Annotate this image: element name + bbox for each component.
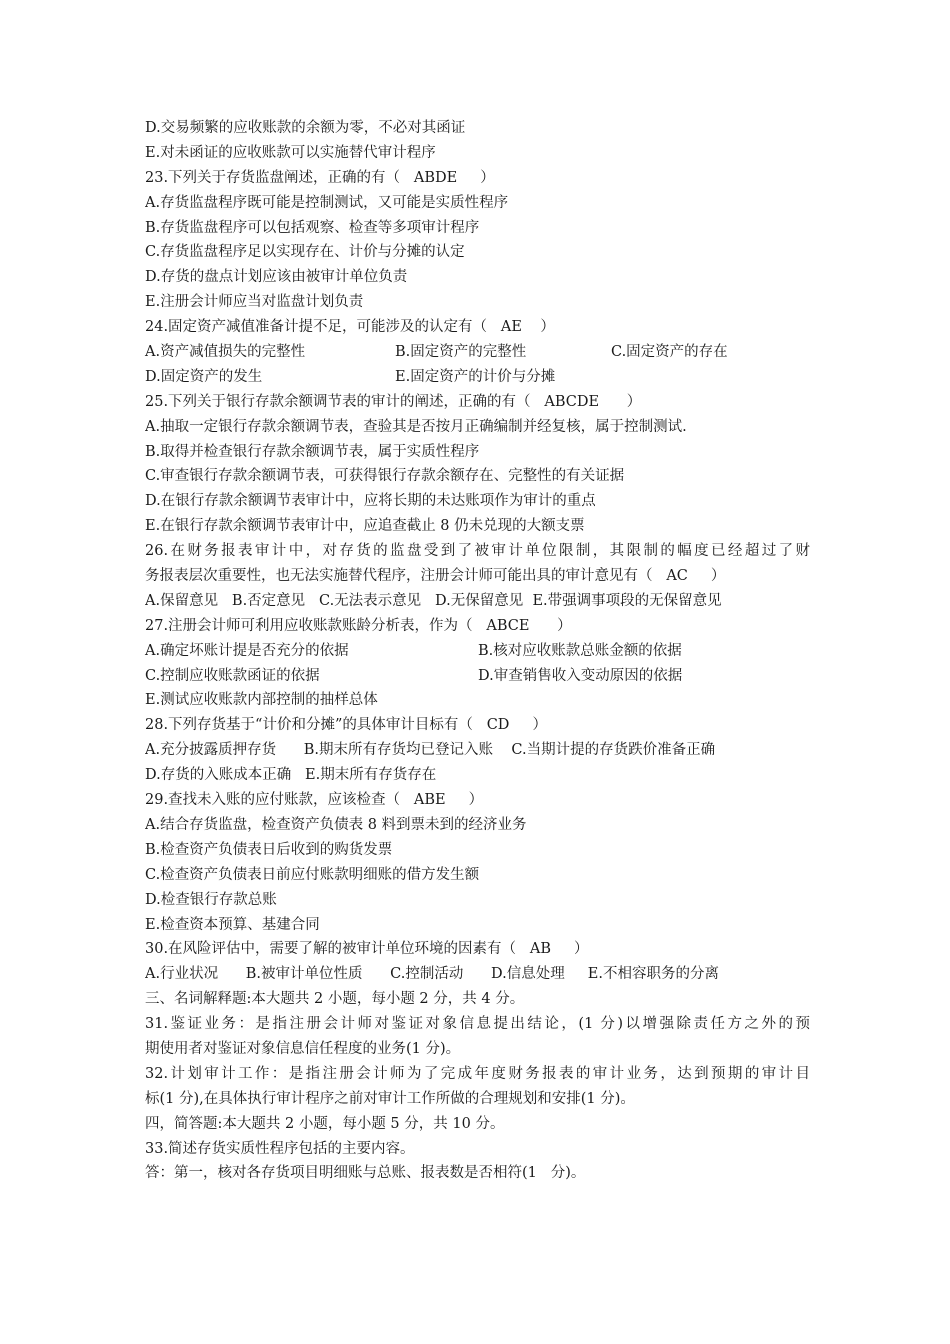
answer-32: 32.计划审计工作：是指注册会计师为了完成年度财务报表的审计业务，达到预期的审计目 [145,1065,810,1082]
option-d: D.审查销售收入变动原因的依据 [478,667,683,684]
question-24: 24.固定资产减值准备计提不足，可能涉及的认定有（ AE ） [145,319,555,336]
option-line: E.检查资本预算、基建合同 [145,916,320,933]
option-row [145,365,810,390]
question-33: 33.简述存货实质性程序包括的主要内容。 [145,1140,415,1157]
option-line: E.注册会计师应当对监盘计划负责 [145,294,364,311]
option-line: A.存货监盘程序既可能是控制测试，又可能是实质性程序 [145,194,509,211]
answer-31-cont: 期使用者对鉴证对象信息信任程度的业务(1 分)。 [145,1040,461,1057]
question-29: 29.查找未入账的应付账款，应该检查（ ABE ） [145,792,484,809]
option-row [145,639,810,664]
option-line: D.在银行存款余额调节表审计中，应将长期的未达账项作为审计的重点 [145,493,596,510]
question-28: 28.下列存货基于“计价和分摊”的具体审计目标有（ CD ） [145,717,547,734]
option-line: A.结合存货监盘，检查资产负债表 8 料到票未到的经济业务 [145,816,527,833]
question-26-cont: 务报表层次重要性，也无法实施替代程序，注册会计师可能出具的审计意见有（ AC ） [145,568,726,585]
option-line: A.抽取一定银行存款余额调节表，查验其是否按月正确编制并经复核，属于控制测试. [145,418,687,435]
question-26: 26.在财务报表审计中，对存货的监盘受到了被审计单位限制，其限制的幅度已经超过了财 [145,543,810,560]
option-line: E.在银行存款余额调节表审计中，应追查截止 8 仍未兑现的大额支票 [145,518,585,535]
option-line: C.检查资产负债表日前应付账款明细账的借方发生额 [145,866,480,883]
option-line: A.充分披露质押存货 B.期末所有存货均已登记入账 C.当期计提的存货跌价准备正确 [145,742,716,759]
option-line: B.检查资产负债表日后收到的购货发票 [145,841,393,858]
option-row [145,664,810,689]
option-a: A.确定坏账计提是否充分的依据 [145,642,349,659]
answer-32-cont: 标(1 分),在具体执行审计程序之前对审计工作所做的合理规划和安排(1 分)。 [145,1090,635,1107]
option-line: E.测试应收账款内部控制的抽样总体 [145,692,378,709]
option-b: B.核对应收账款总账金额的依据 [478,642,682,659]
option-c: C.控制应收账款函证的依据 [145,667,320,684]
option-row [145,340,810,365]
option-line: D.存货的入账成本正确 E.期末所有存货存在 [145,767,437,784]
section-heading: 四，简答题:本大题共 2 小题，每小题 5 分，共 10 分。 [145,1115,505,1132]
option-line: D.存货的盘点计划应该由被审计单位负责 [145,269,408,286]
question-23: 23.下列关于存货监盘阐述，正确的有（ ABDE ） [145,169,495,186]
option-line: A.行业状况 B.被审计单位性质 C.控制活动 D.信息处理 E.不相容职务的分离 [145,966,719,983]
text-line: E.对未函证的应收账款可以实施替代审计程序 [145,144,436,161]
option-c: C.固定资产的存在 [611,344,728,361]
option-line: B.存货监盘程序可以包括观察、检查等多项审计程序 [145,219,480,236]
option-d: D.固定资产的发生 [145,368,263,385]
option-line: C.审查银行存款余额调节表，可获得银行存款余额存在、完整性的有关证据 [145,468,625,485]
option-e: E.固定资产的计价与分摊 [395,368,556,385]
question-30: 30.在风险评估中，需要了解的被审计单位环境的因素有（ AB ） [145,941,589,958]
answer-33: 答：第一，核对各存货项目明细账与总账、报表数是否相符(1 分)。 [145,1165,586,1182]
text-line: D.交易频繁的应收账款的余额为零，不必对其函证 [145,120,466,136]
option-a: A.资产减值损失的完整性 [145,344,306,361]
section-heading: 三、名词解释题:本大题共 2 小题，每小题 2 分，共 4 分。 [145,991,525,1008]
option-line: C.存货监盘程序足以实现存在、计价与分摊的认定 [145,244,465,261]
option-line: A.保留意见 B.否定意见 C.无法表示意见 D.无保留意见 E.带强调事项段的无保留意见 [145,592,722,609]
option-b: B.固定资产的完整性 [395,344,527,361]
option-line: D.检查银行存款总账 [145,891,277,908]
option-line: B.取得并检查银行存款余额调节表，属于实质性程序 [145,443,480,460]
question-25: 25.下列关于银行存款余额调节表的审计的阐述，正确的有（ ABCDE ） [145,393,642,410]
question-27: 27.注册会计师可利用应收账款账龄分析表，作为（ ABCE ） [145,617,572,634]
answer-31: 31.鉴证业务：是指注册会计师对鉴证对象信息提出结论，(1 分)以增强除责任方之外的预 [145,1016,810,1033]
document-page [145,116,810,1186]
